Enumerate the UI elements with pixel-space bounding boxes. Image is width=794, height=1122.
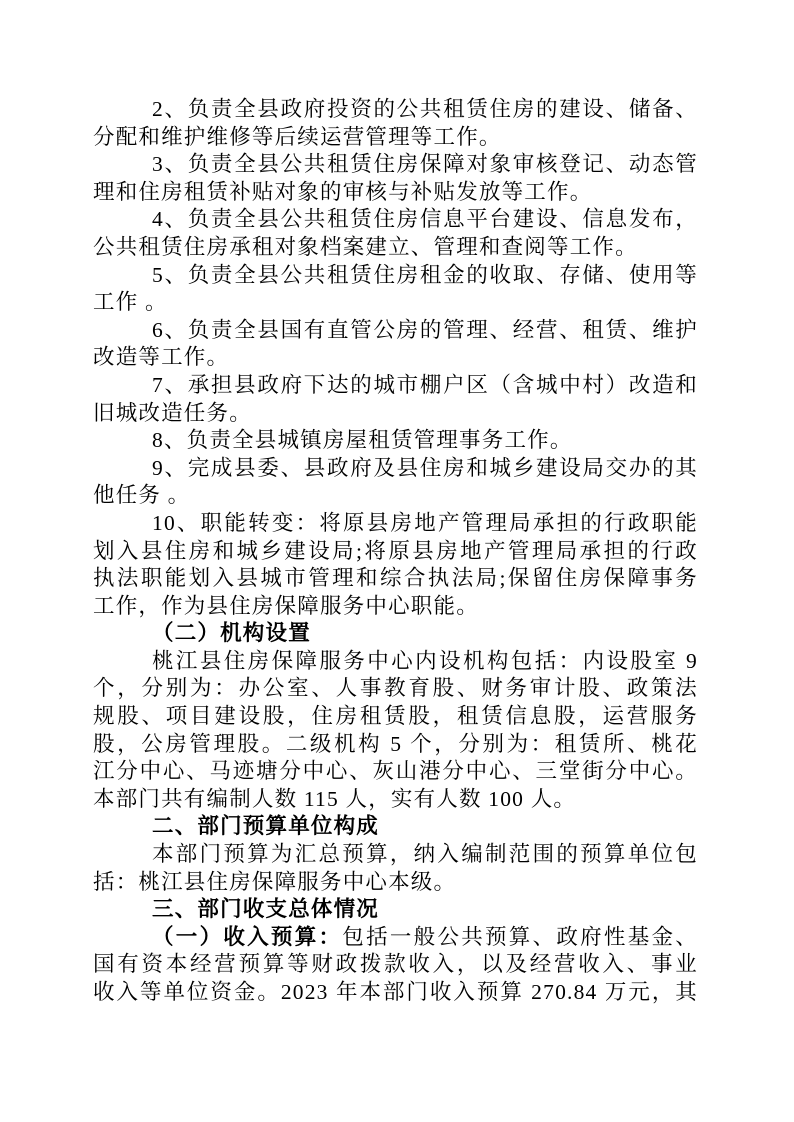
paragraph bbox=[93, 510, 698, 620]
paragraph bbox=[93, 206, 698, 261]
text-line: 工作 。 bbox=[93, 290, 168, 315]
text-line: 江分中心、马迹塘分中心、灰山港分中心、三堂街分中心。 bbox=[93, 759, 698, 784]
text-line: （二）机构设置 bbox=[152, 621, 311, 646]
text-line: 执法职能划入县城市管理和综合执法局;保留住房保障事务 bbox=[93, 566, 698, 591]
text-line: 5、负责全县公共租赁住房租金的收取、存储、使用等 bbox=[152, 262, 698, 287]
text-line: 10、职能转变：将原县房地产管理局承担的行政职能 bbox=[152, 510, 698, 535]
paragraph bbox=[93, 151, 698, 206]
text-line: 规股、项目建设股，住房租赁股，租赁信息股，运营服务 bbox=[93, 704, 698, 729]
text-line: 改造等工作。 bbox=[93, 345, 230, 370]
text-line: 个，分别为：办公室、人事教育股、财务审计股、政策法 bbox=[93, 676, 698, 701]
text-line: 旧城改造任务。 bbox=[93, 400, 252, 425]
text-line: 本部门共有编制人数 115 人，实有人数 100 人。 bbox=[93, 786, 577, 811]
section-heading bbox=[93, 620, 698, 648]
paragraph bbox=[93, 317, 698, 372]
text-line: 分配和维护维修等后续运营管理等工作。 bbox=[93, 124, 502, 149]
paragraph bbox=[93, 648, 698, 814]
paragraph bbox=[93, 841, 698, 896]
text-line: 6、负责全县国有直管公房的管理、经营、租赁、维护 bbox=[152, 317, 698, 342]
text-line: 本部门预算为汇总预算，纳入编制范围的预算单位包 bbox=[152, 842, 698, 867]
text-line: 2、负责全县政府投资的公共租赁住房的建设、储备、 bbox=[152, 97, 698, 121]
text-line: 工作，作为县住房保障服务中心职能。 bbox=[93, 593, 479, 618]
text-line: 划入县住房和城乡建设局;将原县房地产管理局承担的行政 bbox=[93, 538, 698, 563]
text-line: （一）收入预算：包括一般公共预算、政府性基金、 bbox=[152, 924, 698, 949]
text-line: 收入等单位资金。2023 年本部门收入预算 270.84 万元，其 bbox=[93, 980, 698, 1004]
paragraph bbox=[93, 262, 698, 317]
text-line: 公共租赁住房承租对象档案建立、管理和查阅等工作。 bbox=[93, 234, 638, 259]
text-line: 二、部门预算单位构成 bbox=[152, 814, 380, 839]
text-line: 3、负责全县公共租赁住房保障对象审核登记、动态管 bbox=[152, 152, 698, 177]
paragraph bbox=[93, 96, 698, 151]
paragraph bbox=[93, 924, 698, 1007]
section-heading bbox=[93, 813, 698, 841]
bold-run: （一）收入预算： bbox=[152, 924, 343, 949]
text-line: 理和住房租赁补贴对象的审核与补贴发放等工作。 bbox=[93, 179, 593, 204]
text-line: 他任务 。 bbox=[93, 483, 191, 508]
paragraph bbox=[93, 372, 698, 427]
text-line: 4、负责全县公共租赁住房信息平台建设、信息发布， bbox=[152, 207, 698, 232]
text-line: 股，公房管理股。二级机构 5 个，分别为：租赁所、桃花 bbox=[93, 731, 698, 756]
text-line: 7、承担县政府下达的城市棚户区（含城中村）改造和 bbox=[152, 372, 698, 397]
text-line: 桃江县住房保障服务中心内设机构包括：内设股室 9 bbox=[152, 648, 698, 673]
text-line: 8、负责全县城镇房屋租赁管理事务工作。 bbox=[152, 428, 573, 453]
text-line: 三、部门收支总体情况 bbox=[152, 897, 380, 922]
section-heading bbox=[93, 896, 698, 924]
paragraph bbox=[93, 427, 698, 455]
paragraph bbox=[93, 455, 698, 510]
text-line: 国有资本经营预算等财政拨款收入，以及经营收入、事业 bbox=[93, 952, 698, 977]
text-line: 括：桃江县住房保障服务中心本级。 bbox=[93, 869, 457, 894]
document-body bbox=[93, 96, 698, 1007]
text-line: 9、完成县委、县政府及县住房和城乡建设局交办的其 bbox=[152, 455, 698, 480]
